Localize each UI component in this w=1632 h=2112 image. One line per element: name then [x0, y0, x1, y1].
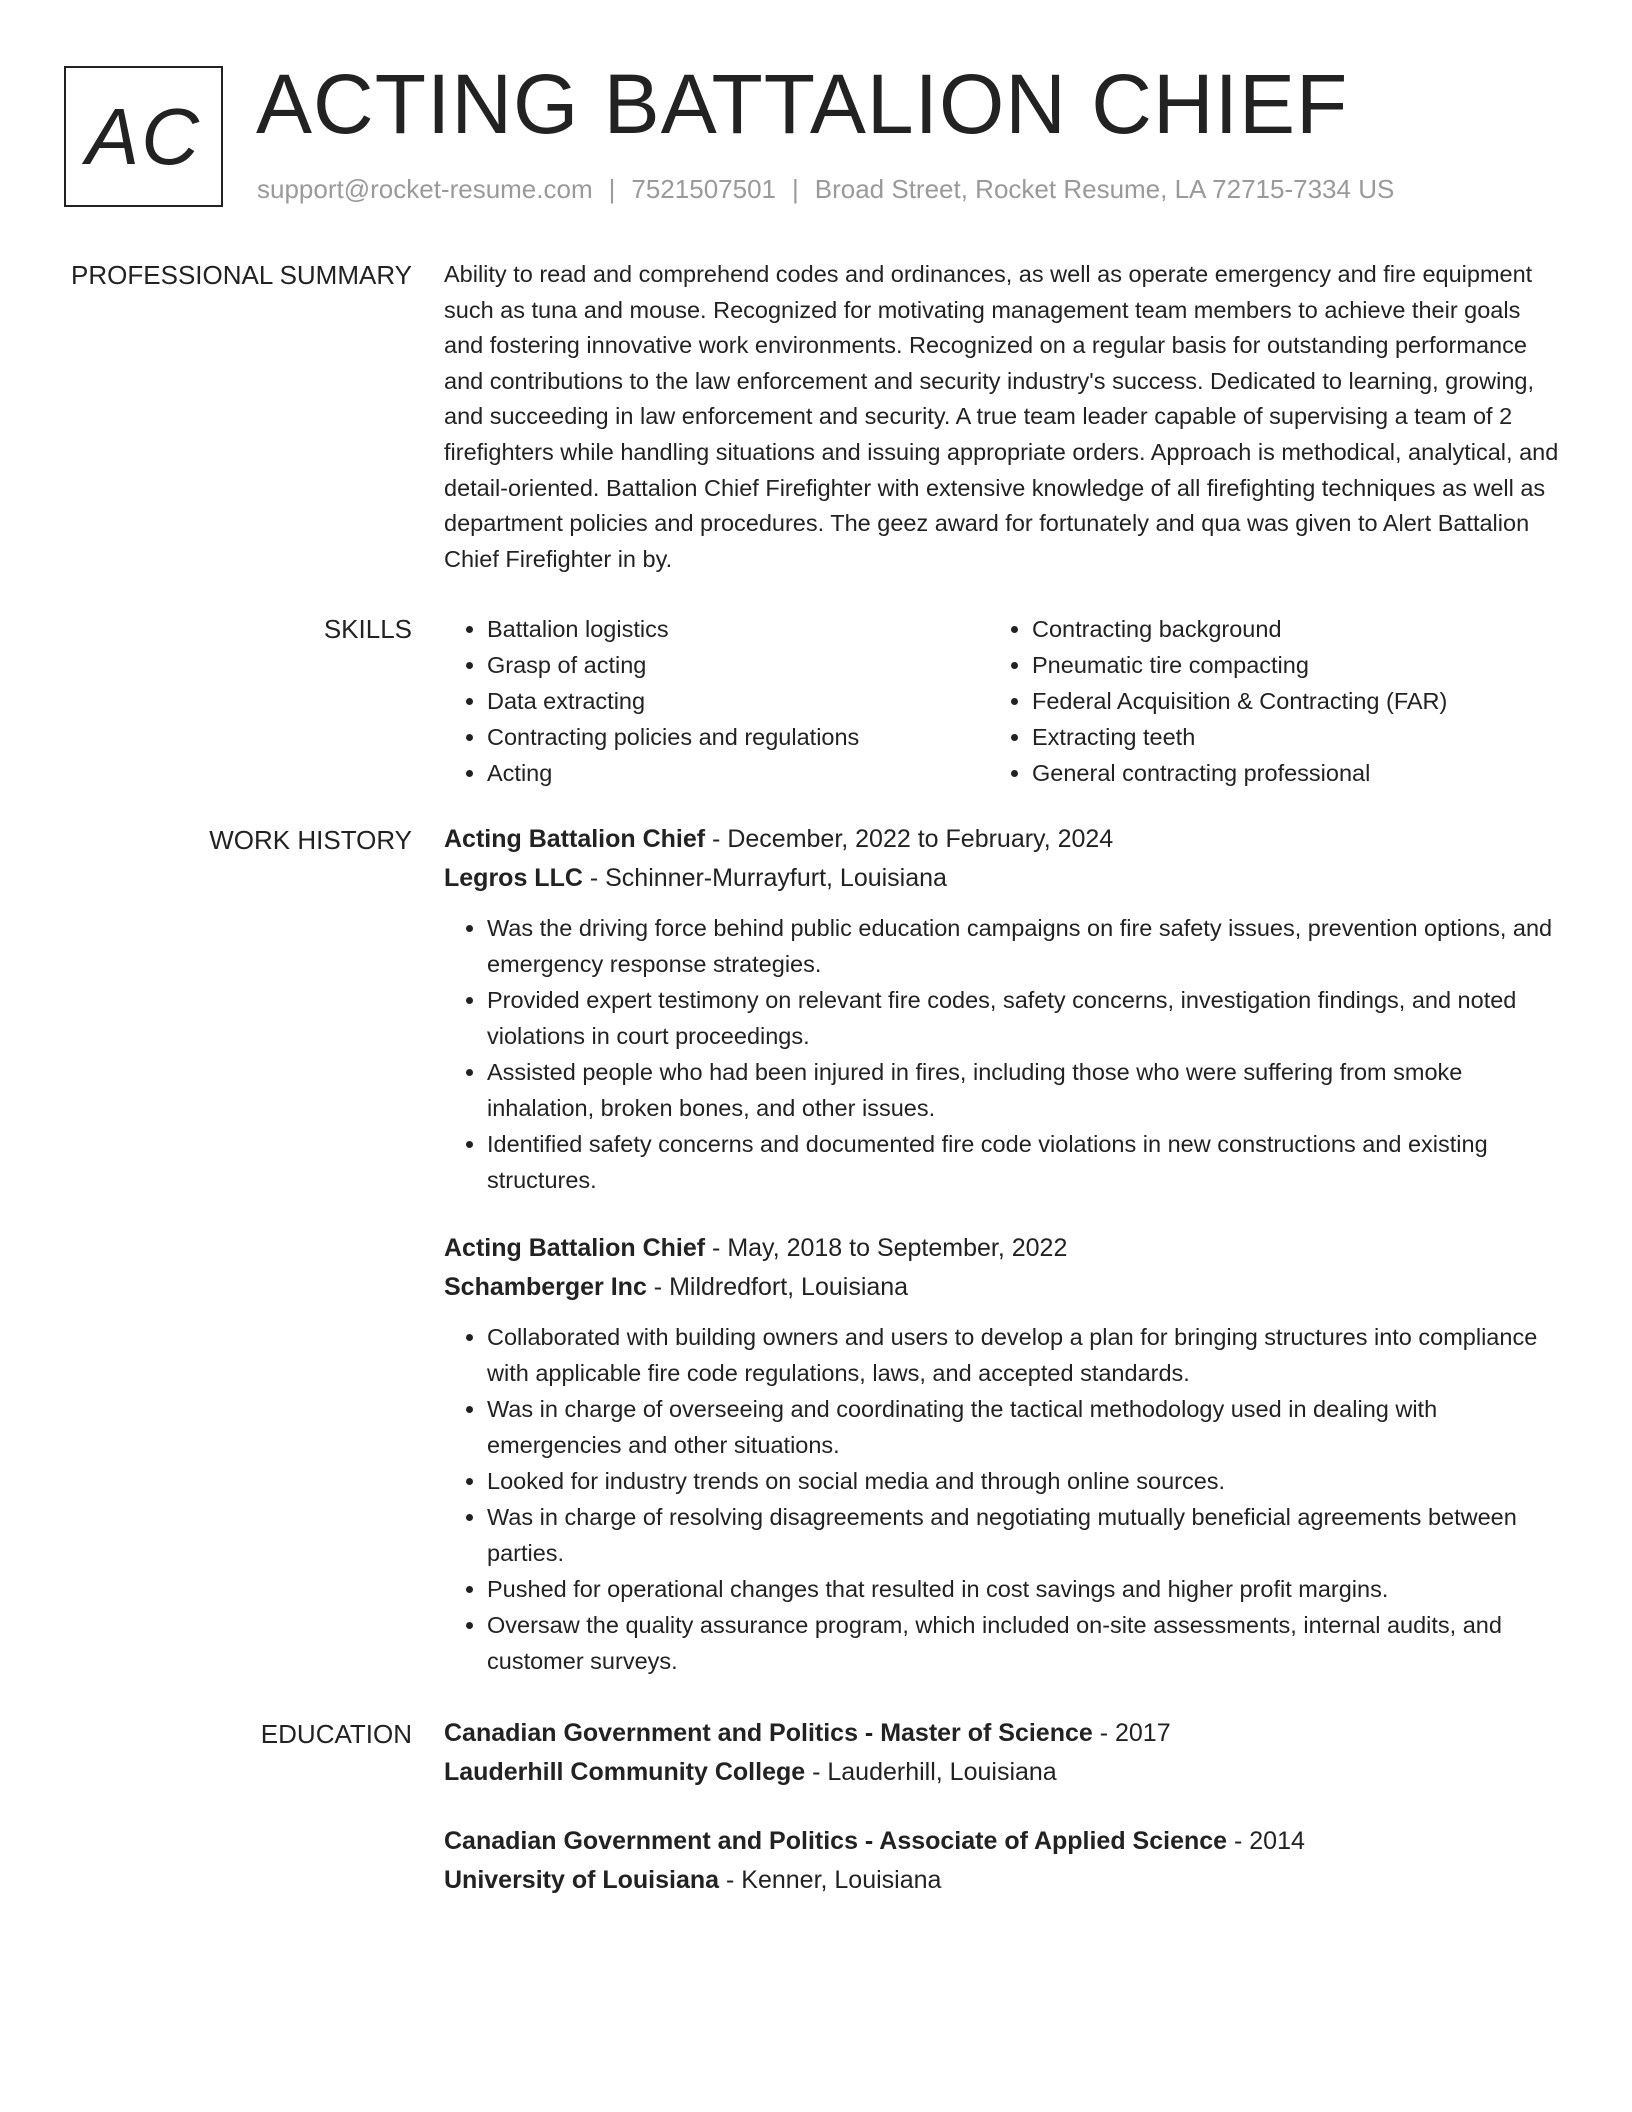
skill-item: • Extracting teeth	[1032, 719, 1447, 755]
job-title-line	[444, 820, 1559, 859]
job-bullet: • Looked for industry trends on social media and through online sources.	[487, 1463, 1559, 1499]
summary-body	[444, 257, 1559, 577]
job-bullet: • Provided expert testimony on relevant fire codes, safety concerns, investigation findings, and noted violations in court proceedings.	[487, 982, 1559, 1054]
contact-line	[257, 174, 1394, 205]
work-body	[444, 820, 1559, 1679]
skill-item: • Pneumatic tire compacting	[1032, 647, 1447, 683]
resume-name: ACTING BATTALION CHIEF	[256, 57, 1349, 151]
skill-item: • General contracting professional	[1032, 755, 1447, 791]
job-entry	[444, 820, 1559, 1198]
skills-column-2	[989, 611, 1447, 791]
job-bullet: • Identified safety concerns and documented fire code violations in new constructions and existing structures.	[487, 1126, 1559, 1198]
summary-text: Ability to read and comprehend codes and ordinances, as well as operate emergency and fire equipment such as tuna and mouse. Recognized for motivating management team members to achieve their goals and fostering innovative work environments. Recognized on a regular basis for outstanding performance and contributions to the law enforcement and security industry's success. Dedicated to learning, growing, and succeeding in law enforcement and security. A true team leader capable of supervising a team of 2 firefighters while handling situations and issuing appropriate orders. Approach is methodical, analytical, and detail-oriented. Battalion Chief Firefighter with extensive knowledge of all firefighting techniques as well as department policies and procedures. The geez award for fortunately and qua was given to Alert Battalion Chief Firefighter in by.	[444, 261, 1559, 572]
contact-phone[interactable]: 7521507501	[631, 174, 776, 204]
job-bullets	[444, 1319, 1559, 1679]
skill-item: • Contracting background	[1032, 611, 1447, 647]
job-company: Legros LLC	[444, 864, 583, 892]
job-location: - Schinner-Murrayfurt, Louisiana	[582, 864, 947, 892]
skill-item: • Battalion logistics	[487, 611, 989, 647]
skill-item: • Data extracting	[487, 683, 989, 719]
summary-label: PROFESSIONAL SUMMARY	[71, 260, 412, 290]
job-title-line	[444, 1229, 1559, 1268]
education-school: Lauderhill Community College	[444, 1758, 806, 1786]
work-label: WORK HISTORY	[209, 825, 412, 855]
skills-label: SKILLS	[323, 614, 412, 644]
skills-body	[444, 611, 1559, 791]
job-dates: - May, 2018 to September, 2022	[705, 1234, 1068, 1262]
education-school: University of Louisiana	[444, 1866, 720, 1894]
job-company: Schamberger Inc	[444, 1273, 647, 1301]
contact-address: Broad Street, Rocket Resume, LA 72715-7334 US	[814, 174, 1395, 204]
job-entry	[444, 1229, 1559, 1679]
job-company-line	[444, 859, 1559, 898]
education-degree-line	[444, 1714, 1559, 1753]
education-body	[444, 1714, 1559, 1900]
job-bullets	[444, 910, 1559, 1198]
skills-column-1	[444, 611, 989, 791]
job-title: Acting Battalion Chief	[444, 825, 706, 853]
contact-separator: |	[608, 174, 616, 204]
job-bullet: • Was the driving force behind public education campaigns on fire safety issues, prevention options, and emergency response strategies.	[487, 910, 1559, 982]
education-entry	[444, 1822, 1559, 1900]
education-degree: Canadian Government and Politics - Associate of Applied Science	[444, 1827, 1228, 1855]
job-bullet: • Collaborated with building owners and users to develop a plan for bringing structures into compliance with applicable fire code regulations, laws, and accepted standards.	[487, 1319, 1559, 1391]
skill-item: • Acting	[487, 755, 989, 791]
education-degree: Canadian Government and Politics - Master of Science	[444, 1719, 1093, 1747]
skill-item: • Federal Acquisition & Contracting (FAR)	[1032, 683, 1447, 719]
education-degree-line	[444, 1822, 1559, 1861]
job-bullet: • Was in charge of resolving disagreements and negotiating mutually beneficial agreements between parties.	[487, 1499, 1559, 1571]
job-bullet: • Assisted people who had been injured in fires, including those who were suffering from smoke inhalation, broken bones, and other issues.	[487, 1054, 1559, 1126]
job-bullet: • Oversaw the quality assurance program, which included on-site assessments, internal audits, and customer surveys.	[487, 1607, 1559, 1679]
job-location: - Mildredfort, Louisiana	[646, 1273, 909, 1301]
contact-separator: |	[792, 174, 799, 204]
job-bullet: • Was in charge of overseeing and coordinating the tactical methodology used in dealing with emergencies and other situations.	[487, 1391, 1559, 1463]
job-dates: - December, 2022 to February, 2024	[705, 825, 1114, 853]
education-school-line	[444, 1861, 1559, 1900]
contact-email[interactable]: support@rocket-resume.com	[257, 174, 593, 204]
education-year: - 2017	[1092, 1719, 1171, 1747]
education-label: EDUCATION	[260, 1719, 412, 1749]
monogram-initials: AC	[85, 91, 202, 181]
job-company-line	[444, 1268, 1559, 1307]
skill-item: • Contracting policies and regulations	[487, 719, 989, 755]
education-location: - Lauderhill, Louisiana	[805, 1758, 1057, 1786]
education-location: - Kenner, Louisiana	[719, 1866, 942, 1894]
education-entry	[444, 1714, 1559, 1792]
monogram-box	[64, 66, 223, 207]
education-year: - 2014	[1227, 1827, 1305, 1855]
skill-item: • Grasp of acting	[487, 647, 989, 683]
education-school-line	[444, 1753, 1559, 1792]
job-title: Acting Battalion Chief	[444, 1234, 706, 1262]
job-bullet: • Pushed for operational changes that resulted in cost savings and higher profit margins.	[487, 1571, 1559, 1607]
